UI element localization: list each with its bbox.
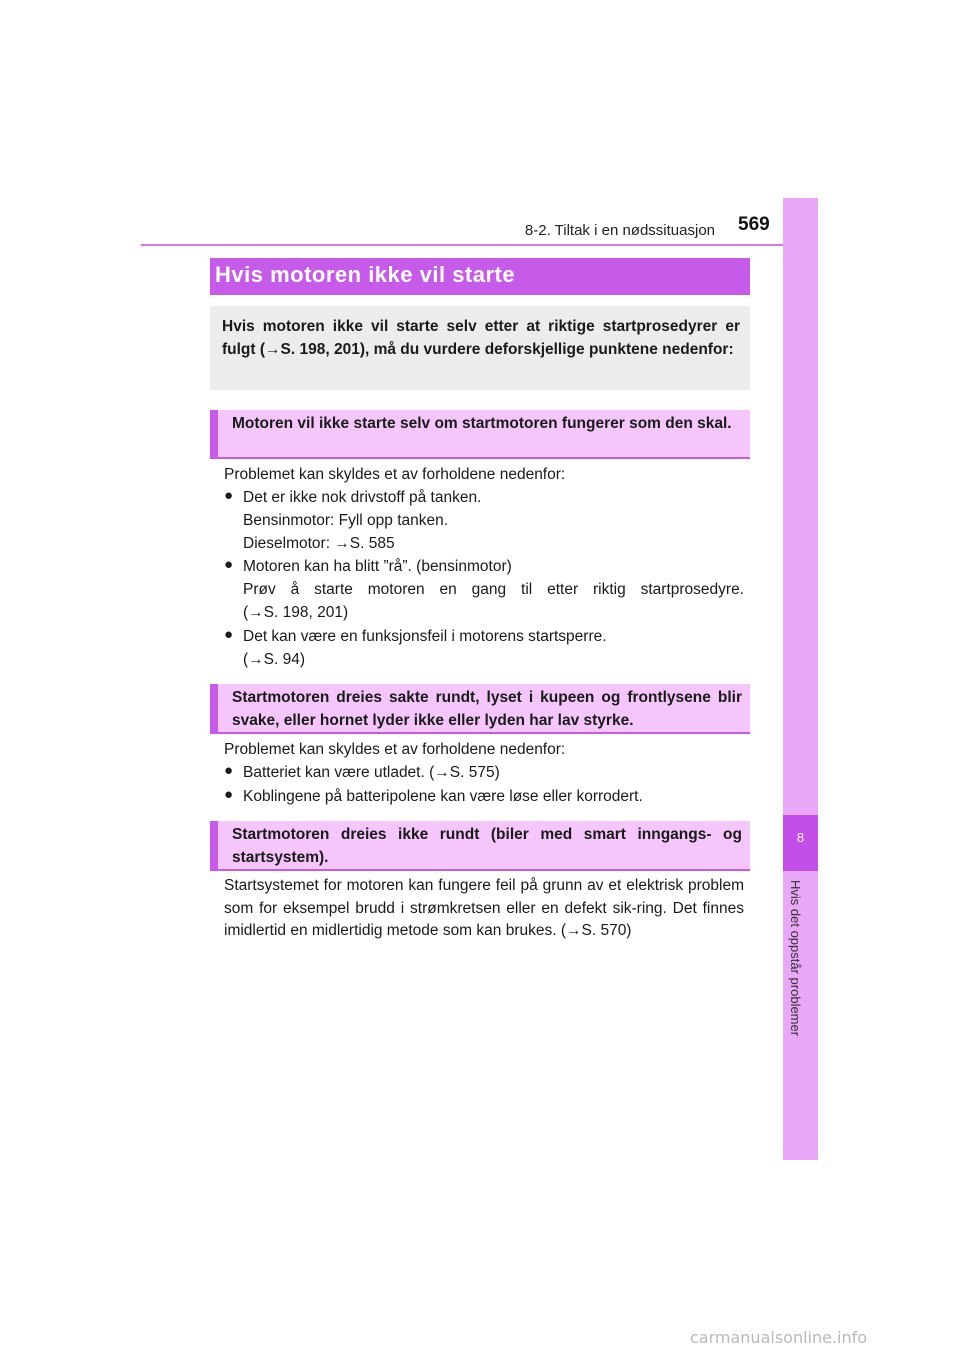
- section-paragraph: Startsystemet for motoren kan fungere feil på grunn av et elektrisk problem som for eksempel brudd i strømkretsen eller en defekt sik-ring. Det finnes imidlertid en midlertidig metode som kan brukes. (→S. 570): [224, 877, 744, 939]
- list-item-detail: Bensinmotor: Fyll opp tanken.: [243, 512, 449, 529]
- section-heading-text: Motoren vil ikke starte selv om startmotoren fungerer som den skal.: [232, 415, 732, 432]
- bullet-icon: ●: [224, 556, 234, 573]
- chapter-number: 8: [796, 830, 805, 845]
- list-item-detail: (→S. 94): [243, 651, 306, 668]
- bullet-icon: ●: [224, 487, 234, 504]
- bullet-icon: ●: [224, 626, 234, 643]
- list-item: Det er ikke nok drivstoff på tanken.: [243, 489, 482, 506]
- list-item-detail: Prøv å starte motoren en gang til etter riktig startprosedyre.: [243, 581, 744, 598]
- list-item: Motoren kan ha blitt ”rå”. (bensinmotor): [243, 558, 512, 575]
- list-item: Koblingene på batteripolene kan være løse eller korrodert.: [243, 788, 643, 805]
- page-number: 569: [738, 214, 770, 235]
- section-heading-3: [210, 821, 750, 871]
- page-title: Hvis motoren ikke vil starte: [215, 262, 516, 287]
- bullet-icon: ●: [224, 762, 234, 779]
- list-item-detail: (→S. 198, 201): [243, 604, 349, 621]
- section-lead: Problemet kan skyldes et av forholdene nedenfor:: [224, 741, 566, 758]
- section-heading-text: Startmotoren dreies ikke rundt (biler med smart inngangs- og startsystem).: [232, 826, 742, 866]
- header-rule: [141, 244, 818, 246]
- list-item: Batteriet kan være utladet. (→S. 575): [243, 764, 500, 781]
- watermark-logo: carmanualsonline.info: [690, 1328, 868, 1347]
- section-heading-1: [210, 410, 750, 459]
- chapter-title: Hvis det oppstår problemer: [788, 880, 803, 1037]
- intro-text: Hvis motoren ikke vil starte selv etter at riktige startprosedyrer er fulgt (→S. 198, 201), må du vurdere deforskjellige punktene nedenfor:: [222, 318, 740, 358]
- section-label: 8-2. Tiltak i en nødssituasjon: [524, 222, 715, 239]
- bullet-icon: ●: [224, 786, 234, 803]
- section-lead: Problemet kan skyldes et av forholdene nedenfor:: [224, 466, 566, 483]
- section-heading-2: [210, 684, 750, 734]
- list-item-detail: Dieselmotor: →S. 585: [243, 535, 395, 552]
- section-heading-text: Startmotoren dreies sakte rundt, lyset i kupeen og frontlysene blir svake, eller hornet lyder ikke eller lyden har lav styrke.: [232, 689, 742, 729]
- list-item: Det kan være en funksjonsfeil i motorens startsperre.: [243, 628, 607, 645]
